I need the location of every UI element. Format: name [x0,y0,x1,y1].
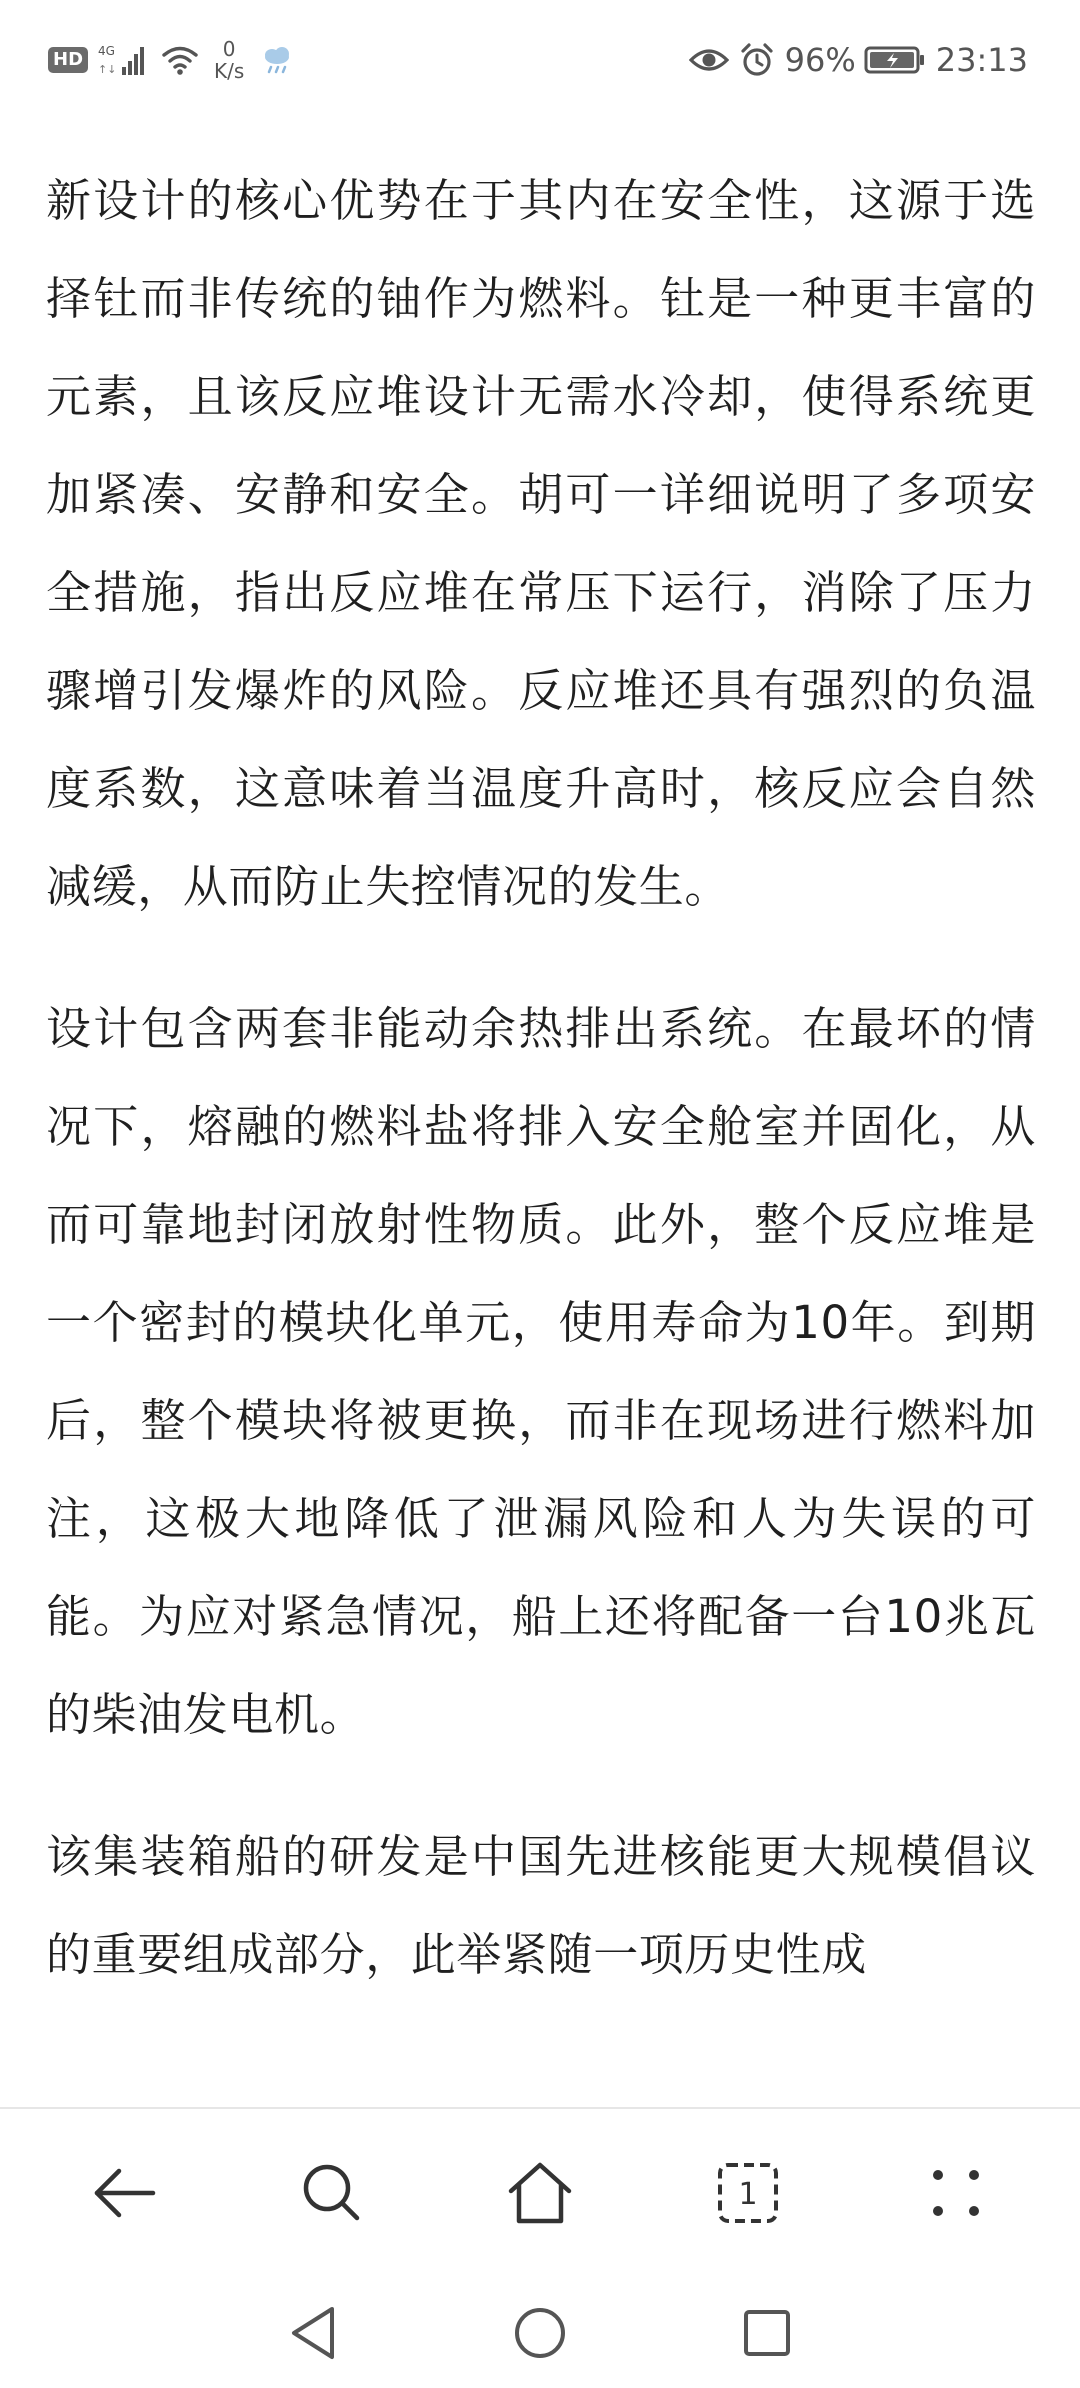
tabs-button[interactable] [693,2138,803,2248]
svg-text:↑↓: ↑↓ [98,63,117,76]
alarm-icon [739,42,775,78]
weather-icon [260,45,294,75]
search-button[interactable] [277,2138,387,2248]
nav-home-button[interactable] [490,2283,590,2383]
battery-percent: 96% [784,41,856,79]
article-paragraph: 设计包含两套非能动余热排出系统。在最坏的情况下，熔融的燃料盐将排入安全舱室并固化，从而可靠地封闭放射性物质。此外，整个反应堆是一个密封的模块化单元，使用寿命为10年。到期后，整个模块将被更换，而非在现场进行燃料加注，这极大地降低了泄漏风险和人为失误的可能。为应对紧急情况，船上还将配备一台10兆瓦的柴油发电机。 [46,1002,1036,1741]
article-paragraph: 新设计的核心优势在于其内在安全性，这源于选择钍而非传统的铀作为燃料。钍是一种更丰富的元素，且该反应堆设计无需水冷却，使得系统更加紧凑、安静和安全。胡可一详细说明了多项安全措施，指出反应堆在常压下运行，消除了压力骤增引发爆炸的风险。反应堆还具有强烈的负温度系数，这意味着当温度升高时，核反应会自然减缓，从而防止失控情况的发生。 [46,174,1036,913]
nav-back-button[interactable] [263,2283,363,2383]
back-button[interactable] [69,2138,179,2248]
battery-charging-icon [864,45,926,75]
article-content [46,152,1036,2048]
network-speed-value: 0 [222,37,236,61]
status-bar-left [48,38,294,82]
nav-recents-icon [742,2308,792,2358]
hd-badge: HD [48,47,88,73]
menu-dots-icon [926,2163,986,2223]
wifi-icon [160,44,200,76]
home-button[interactable] [485,2138,595,2248]
system-navigation-bar [0,2277,1080,2388]
status-bar-right [689,41,1028,79]
signal-icon [98,43,150,77]
tab-count: 1 [738,2177,758,2212]
nav-back-icon [288,2305,338,2361]
clock-time: 23:13 [935,41,1028,79]
nav-home-icon [512,2305,568,2361]
status-bar [0,0,1080,120]
eye-comfort-icon [689,45,729,75]
search-icon [299,2160,365,2226]
network-type-label: 4G [98,44,115,58]
browser-toolbar [0,2107,1080,2277]
tabs-icon [715,2160,781,2226]
network-speed-unit: K/s [214,59,245,83]
back-arrow-icon [89,2163,159,2223]
network-speed [214,38,244,82]
nav-recents-button[interactable] [717,2283,817,2383]
article-paragraph: 该集装箱船的研发是中国先进核能更大规模倡议的重要组成部分，此举紧随一项历史性成 [46,1830,1036,1981]
menu-button[interactable] [901,2138,1011,2248]
home-icon [505,2159,575,2227]
